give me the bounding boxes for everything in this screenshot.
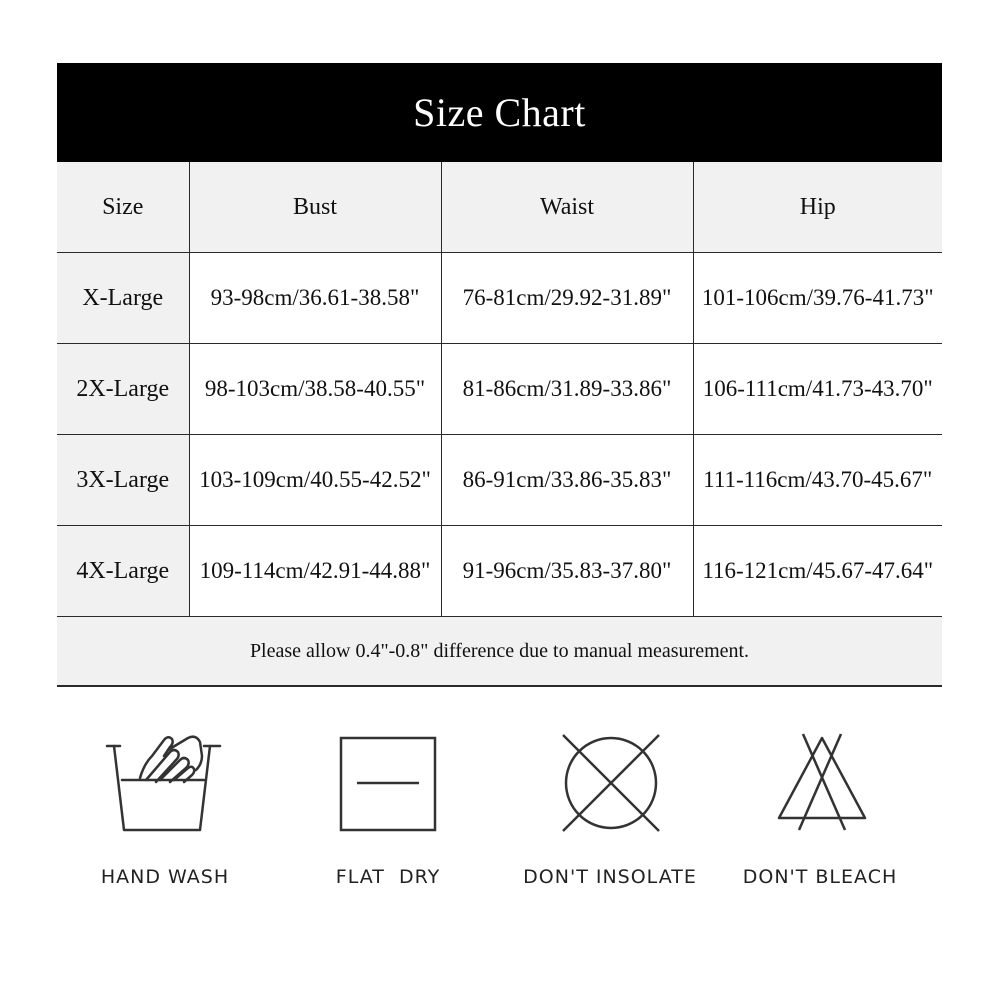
bust-cell: 103-109cm/40.55-42.52" — [189, 435, 441, 526]
waist-cell: 81-86cm/31.89-33.86" — [441, 344, 693, 435]
hip-cell: 116-121cm/45.67-47.64" — [693, 526, 942, 617]
care-item-dont-insolate — [500, 720, 720, 888]
waist-cell: 86-91cm/33.86-35.83" — [441, 435, 693, 526]
care-label-dont-insolate: DON'T INSOLATE — [523, 866, 697, 888]
care-item-dont-bleach — [710, 720, 930, 888]
table-header-row — [57, 162, 942, 253]
table-row — [57, 435, 942, 526]
header-bust: Bust — [189, 162, 441, 253]
header-waist: Waist — [441, 162, 693, 253]
hip-cell: 101-106cm/39.76-41.73" — [693, 253, 942, 344]
hip-cell: 106-111cm/41.73-43.70" — [693, 344, 942, 435]
dont-insolate-icon — [545, 720, 675, 840]
header-hip: Hip — [693, 162, 942, 253]
care-label-hand-wash: HAND WASH — [100, 866, 230, 888]
size-chart-title: Size Chart — [57, 63, 942, 162]
header-size: Size — [57, 162, 189, 253]
care-item-flat-dry — [278, 720, 498, 888]
hand-wash-icon — [100, 720, 230, 840]
size-table — [57, 162, 942, 617]
table-row — [57, 253, 942, 344]
care-item-hand-wash — [55, 720, 275, 888]
table-row — [57, 526, 942, 617]
size-cell: 4X-Large — [57, 526, 189, 617]
waist-cell: 91-96cm/35.83-37.80" — [441, 526, 693, 617]
flat-dry-icon — [323, 720, 453, 840]
table-row — [57, 344, 942, 435]
bust-cell: 93-98cm/36.61-38.58" — [189, 253, 441, 344]
size-cell: X-Large — [57, 253, 189, 344]
dont-bleach-icon — [755, 720, 885, 840]
measurement-note: Please allow 0.4"-0.8" difference due to manual measurement. — [57, 617, 942, 687]
hip-cell: 111-116cm/43.70-45.67" — [693, 435, 942, 526]
care-instructions — [0, 720, 1000, 920]
care-label-flat-dry: FLAT DRY — [335, 866, 441, 888]
waist-cell: 76-81cm/29.92-31.89" — [441, 253, 693, 344]
bust-cell: 109-114cm/42.91-44.88" — [189, 526, 441, 617]
bust-cell: 98-103cm/38.58-40.55" — [189, 344, 441, 435]
size-cell: 2X-Large — [57, 344, 189, 435]
size-cell: 3X-Large — [57, 435, 189, 526]
size-chart — [57, 63, 942, 687]
care-label-dont-bleach: DON'T BLEACH — [742, 866, 898, 888]
